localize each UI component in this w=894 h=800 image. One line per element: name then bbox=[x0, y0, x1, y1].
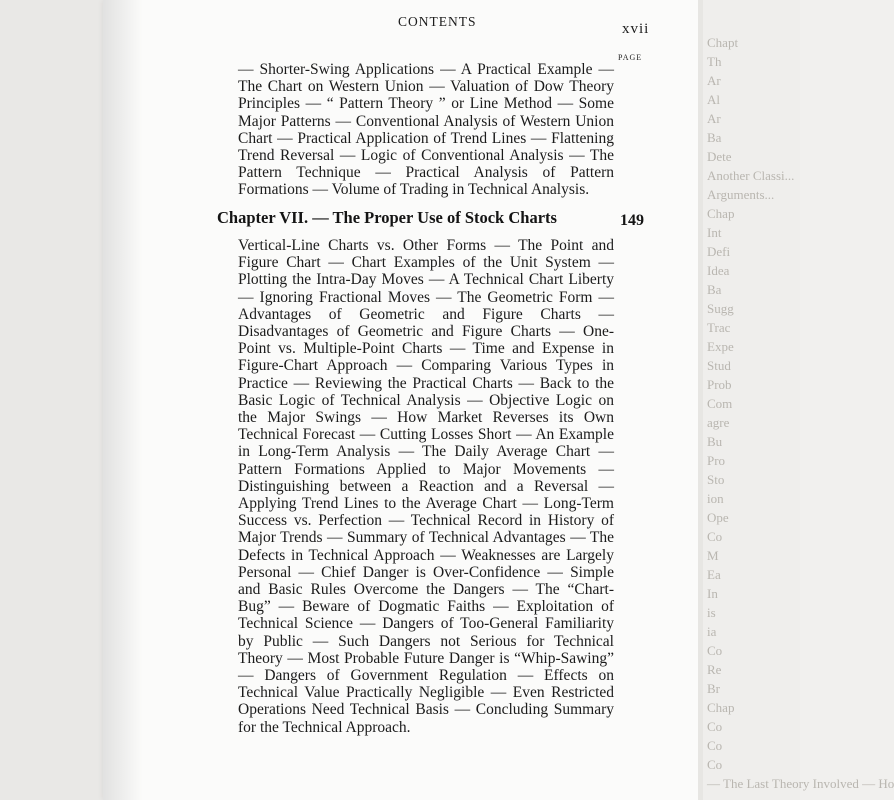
facing-page-fragment: Arguments... bbox=[707, 187, 775, 202]
facing-page bbox=[703, 0, 894, 800]
facing-page-fragment: Bu bbox=[707, 434, 723, 449]
chapter-heading: Chapter VII. — The Proper Use of Stock Charts bbox=[217, 208, 557, 227]
running-head: CONTENTS bbox=[398, 14, 477, 29]
facing-page-fragment: — The Last Theory Involved — Ho bbox=[707, 776, 894, 791]
facing-page-fragment: ia bbox=[707, 624, 717, 639]
facing-page-fragment: Al bbox=[707, 92, 720, 107]
facing-page-fragment: Chap bbox=[707, 206, 735, 221]
facing-page-fragment: Idea bbox=[707, 263, 730, 278]
facing-page-fragment: Br bbox=[707, 681, 720, 696]
page-column-label: PAGE bbox=[618, 53, 643, 62]
facing-page-fragment: Sto bbox=[707, 472, 725, 487]
facing-page-fragment: is bbox=[707, 605, 716, 620]
facing-page-fragment: Int bbox=[707, 225, 722, 240]
chapter-summary-text: Vertical-Line Charts vs. Other Forms — The Point and Figure Chart — Chart Examples of the Unit System — Plotting the Intra-Day Moves — A Technical Chart Liberty — Ignoring Fractional Moves — The Geometric Form — Advantages of Geometric and Figure Charts — Disadvantages of Geometric and Figure Charts — One-Point vs. Multiple-Point Charts — Time and Expense in Figure-Chart Approach — Comparing Various Types in Practice — Reviewing the Practical Charts — Back to the Basic Logic of Technical Analysis — Objective Logic on the Major Swings — How Market Reverses its Own Technical Forecast — Cutting Losses Short — An Example in Long-Term Analysis — The Daily Average Chart — Pattern Formations Applied to Major Movements — Distinguishing between a Reaction and a Reversal — Applying Trend Lines to the Average Chart — Long-Term Success vs. Perfection — Technical Record in History of Major Trends — Summary of Technical Advantages — The Defects in Technical Approach — Weaknesses are Largely Personal — Chief Danger is Over-Confidence — Simple and Basic Rules Overcome the Dangers — The “Chart-Bug” — Beware of Dogmatic Faiths — Exploitation of Technical Science — Dangers of Too-General Familiarity by Public — Such Dangers not Serious for Technical Theory — Most Probable Future Danger is “Whip-Sawing” — Dangers of Government Regulation — Effects on Technical Value Practically Negligible — Even Restricted Operations Need Technical Basis — Concluding Summary for the Technical Approach. bbox=[238, 237, 614, 736]
facing-page-fragment: Prob bbox=[707, 377, 732, 392]
facing-page-fragment: Defi bbox=[707, 244, 731, 259]
facing-page-fragment: Trac bbox=[707, 320, 731, 335]
continued-contents-text: — Shorter-Swing Applications — A Practical Example — The Chart on Western Union — Valuation of Dow Theory Principles — “ Pattern Theory ” or Line Method — Some Major Patterns — Conventional Analysis of Western Union Chart — Practical Application of Trend Lines — Flattening Trend Reversal — Logic of Conventional Analysis — The Pattern Technique — Practical Analysis of Pattern Formations — Volume of Trading in Technical Analysis. bbox=[238, 61, 614, 199]
facing-page-fragment: In bbox=[707, 586, 718, 601]
facing-page-fragment: Ba bbox=[707, 282, 722, 297]
facing-page-fragment: Re bbox=[707, 662, 722, 677]
facing-page-fragment: Co bbox=[707, 738, 723, 753]
facing-page-fragment: Th bbox=[707, 54, 722, 69]
facing-page-fragment: M bbox=[707, 548, 719, 563]
facing-page-fragment: Sugg bbox=[707, 301, 734, 316]
facing-page-fragment: Co bbox=[707, 719, 723, 734]
facing-page-fragment: Com bbox=[707, 396, 733, 411]
facing-page-fragment: Ope bbox=[707, 510, 729, 525]
facing-page-fragment: Co bbox=[707, 757, 723, 772]
facing-page-fragment: Another Classi... bbox=[707, 168, 795, 183]
facing-page-fragment: Chapt bbox=[707, 35, 739, 50]
facing-page-fragment: Ar bbox=[707, 73, 721, 88]
facing-page-fragment: agre bbox=[707, 415, 730, 430]
facing-page-fragment: Co bbox=[707, 643, 723, 658]
facing-page-fragment: Expe bbox=[707, 339, 734, 354]
facing-page-fragment: Ar bbox=[707, 111, 721, 126]
facing-page-fragment: Dete bbox=[707, 149, 732, 164]
facing-page-fragment: Chap bbox=[707, 700, 735, 715]
facing-page-fragment: Co bbox=[707, 529, 723, 544]
page-number: xvii bbox=[622, 21, 650, 37]
facing-page-fragment: ion bbox=[707, 491, 724, 506]
facing-page-fragment: Stud bbox=[707, 358, 731, 373]
chapter-page-number: 149 bbox=[620, 212, 644, 229]
facing-page-fragment: Ba bbox=[707, 130, 722, 145]
facing-page-fragment: Pro bbox=[707, 453, 726, 468]
page-gutter-shadow bbox=[103, 0, 143, 800]
facing-page-fragment: Ea bbox=[707, 567, 721, 582]
